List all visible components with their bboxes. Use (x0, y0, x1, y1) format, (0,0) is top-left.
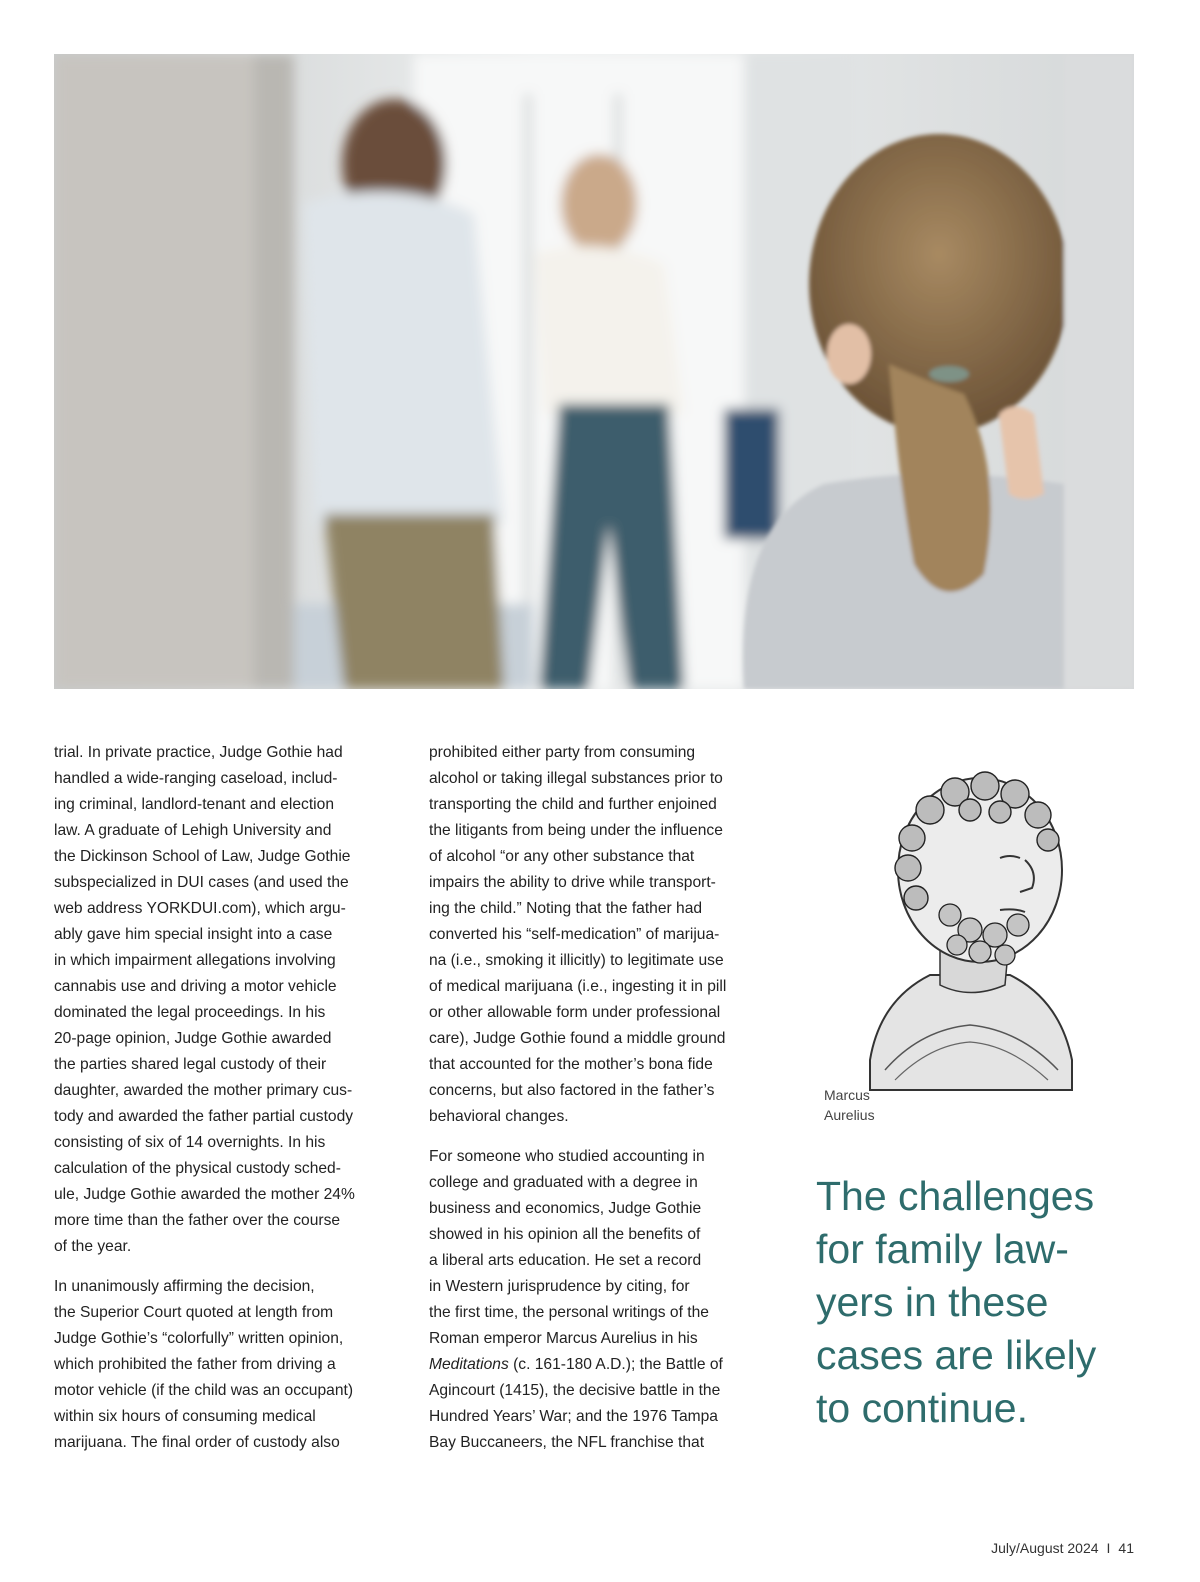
paragraph: trial. In private practice, Judge Gothie had handled a wide-ranging caseload, includ- ing criminal, landlord-tenant and election law. A graduate of Lehigh University and the Dickinson School of Law, Judge Gothie subspecialized in DUI cases (and used the web address YORKDUI.com), which argu- ably gave him special insight into a case in which impairment allegations involving cannabis use and driving a motor vehicle dominated the legal proceedings. In his 20-page opinion, Judge Gothie awarded the parties shared legal custody of their daughter, awarded the mother primary cus- tody and awarded the father partial custody consisting of six of 14 overnights. In his calculation of the physical custody sched- ule, Judge Gothie awarded the mother 24% more time than the father over the course of the year. (54, 744, 355, 1255)
footer-separator: I (1106, 1540, 1111, 1556)
paragraph: prohibited either party from consuming alcohol or taking illegal substances prior to transporting the child and further enjoined the litigants from being under the influence of alcohol “or any other substance that impairs the ability to drive while transport- ing the child.” Noting that the father had converted his “self-medication” of marijua- na (i.e., smoking it illicitly) to legitimate use of medical marijuana (i.e., ingesting it in pill or other allowable form under professional care), Judge Gothie found a middle ground that accounted for the mother’s bona fide concerns, but also factored in the father’s behavioral changes. (429, 744, 727, 1125)
page-footer (991, 1540, 1134, 1556)
pull-quote: The challenges for family law- yers in these cases are likely to continue. (816, 1173, 1097, 1431)
issue-date: July/August 2024 (991, 1540, 1099, 1556)
page-number: 41 (1118, 1540, 1134, 1556)
italic-line: Meditations (c. 161-180 A.D.); the Battle of (429, 1356, 723, 1373)
family-argument-photo-icon (54, 54, 1134, 689)
text-column-left (54, 740, 394, 1470)
paragraph: In unanimously affirming the decision, the Superior Court quoted at length from Judge Gothie’s “colorfully” written opinion, which prohibited the father from driving a motor vehicle (if the child was an occupant) within six hours of consuming medical marijuana. The final order of custody also (54, 1278, 354, 1451)
paragraph: For someone who studied accounting in college and graduated with a degree in business and economics, Judge Gothie showed in his opinion all the benefits of a liberal arts education. He set a record in Western jurisprudence by citing, for the first time, the personal writings of the Roman emperor Marcus Aurelius in his Meditations (c. 161-180 A.D.); the Battle of Agincourt (1415), the decisive battle in the Hundred Years’ War; and the 1976 Tampa Bay Buccaneers, the NFL franchise that (429, 1144, 769, 1456)
hero-photo (54, 54, 1134, 689)
marcus-aurelius-bust-icon (860, 760, 1080, 1100)
text-column-middle (429, 740, 769, 1470)
image-caption: Marcus Aurelius (824, 1087, 875, 1123)
